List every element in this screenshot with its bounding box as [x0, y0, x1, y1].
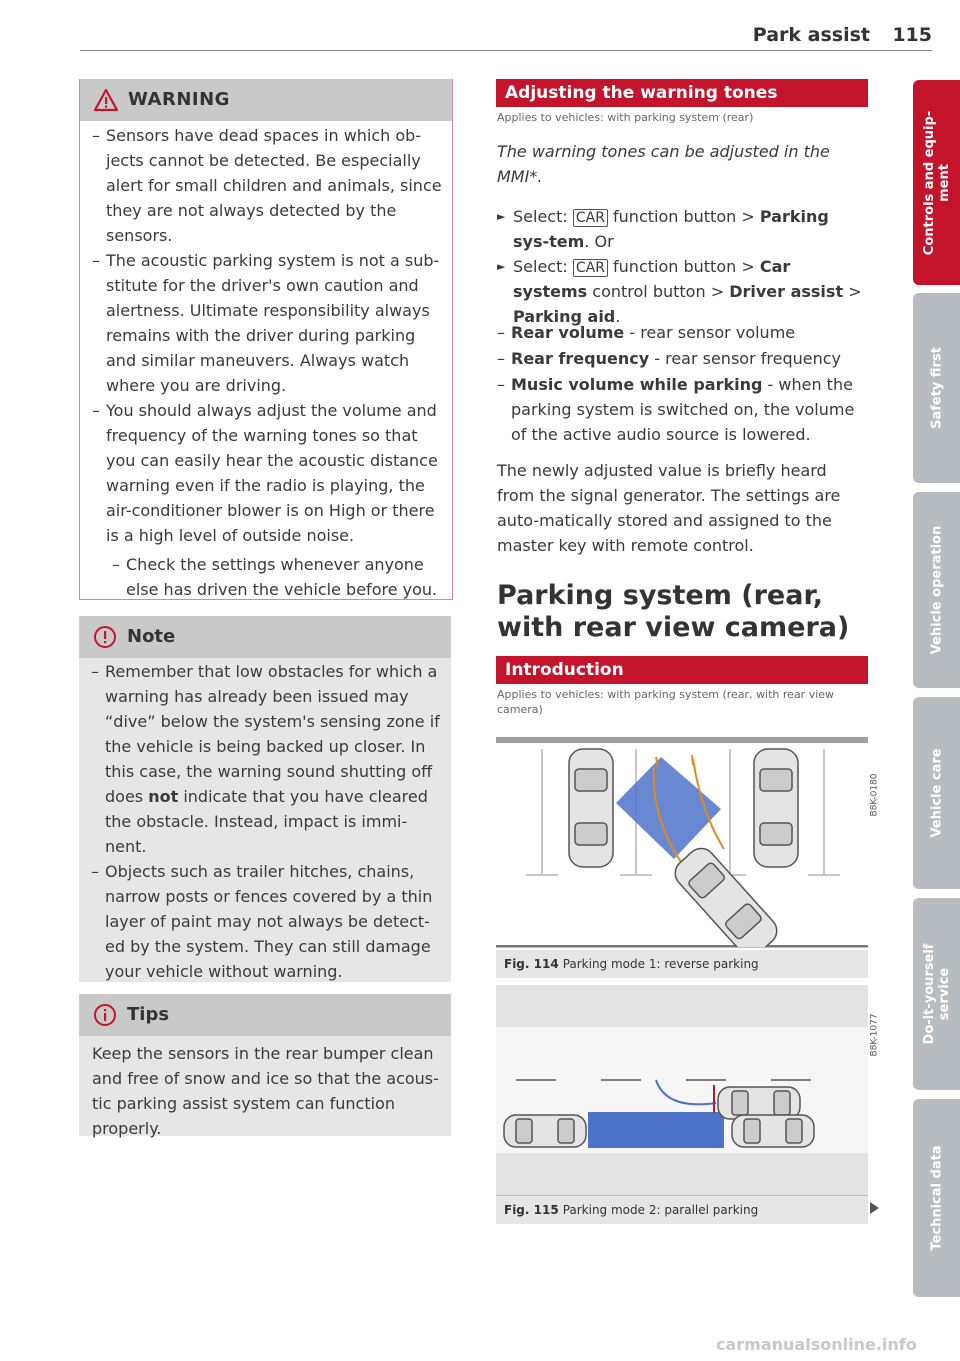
- tone-option: – Rear frequency - rear sensor frequency: [497, 349, 841, 368]
- tone-option: – Music volume while parking - when the parking system is switched on, the volume of the active audio source is lowered.: [497, 375, 855, 444]
- car-front: [718, 1087, 800, 1119]
- car-key-label: CAR: [573, 209, 608, 227]
- step-arrow-icon: ►: [497, 210, 506, 223]
- tone-option: – Rear volume - rear sensor volume: [497, 323, 796, 342]
- parking-slot-zone: [588, 1112, 724, 1148]
- car-right-parked: [732, 1115, 814, 1147]
- figure-115-caption: Fig. 115 Parking mode 2: parallel parking: [496, 1196, 868, 1224]
- section-title-camera: Parking system (rear, with rear view camera): [497, 580, 850, 643]
- warning-item: – You should always adjust the volume and frequency of the warning tones so that you can easily hear the acoustic distance warning even if the radio is playing, the air-conditioner blower is on High or there is a high level of outside noise.: [92, 401, 438, 545]
- figure-114-image: [496, 737, 868, 948]
- tab-controls-label: Controls and equip- ment: [921, 110, 952, 255]
- tones-intro: The warning tones can be adjusted in the MMI*.: [497, 142, 830, 186]
- exclamation-circle-icon: [93, 625, 117, 649]
- parked-car-right: [754, 749, 798, 867]
- note-title: Note: [127, 626, 176, 647]
- warning-header: [80, 79, 452, 121]
- figure-115-code: B8K-1077: [869, 1013, 880, 1057]
- figure-114-code: B8K-0180: [869, 773, 880, 817]
- tab-technical-data-label: Technical data: [929, 1145, 944, 1251]
- car-rear-left: [504, 1115, 586, 1147]
- figure-114-caption: Fig. 114 Parking mode 1: reverse parking: [496, 950, 868, 978]
- tips-title: Tips: [127, 1004, 170, 1025]
- tab-vehicle-care-label: Vehicle care: [929, 748, 944, 838]
- tone-options-list: [497, 320, 869, 447]
- note-header: [79, 616, 451, 658]
- tab-controls[interactable]: [913, 80, 960, 285]
- tips-header: [79, 994, 451, 1036]
- note-item: – Remember that low obstacles for which a warning has already been issued may “dive” below the system's sensing zone if the vehicle is being backed up closer. In this case, the warning sound shutting off does not indicate that you have cleared the obstacle. Instead, impact is immi-nent.: [91, 662, 440, 856]
- section-heading-introduction: Introduction: [496, 656, 868, 684]
- page-number: 115: [892, 24, 932, 46]
- tab-safety-label: Safety first: [929, 347, 944, 429]
- warning-list: [80, 123, 452, 602]
- tab-vehicle-care[interactable]: [913, 697, 960, 889]
- running-header-title: Park assist: [752, 24, 870, 46]
- tab-vehicle-operation[interactable]: [913, 492, 960, 688]
- header-rule: [80, 50, 932, 51]
- tips-box: [79, 994, 451, 1136]
- instruction-step-1: ► Select: CAR function button > Parking sys-tem. Or: [497, 204, 869, 254]
- applies-to-camera: Applies to vehicles: with parking system (rear, with rear view camera): [497, 688, 835, 716]
- warning-box: [79, 79, 453, 600]
- warning-item: – The acoustic parking system is not a sub-stitute for the driver's own caution and alertness. Ultimate responsibility always remains with the driver during parking and similar maneuvers. Always watch where you are driving.: [92, 251, 440, 395]
- watermark: carmanualsonline.info: [716, 1335, 917, 1354]
- info-circle-icon: [93, 1003, 117, 1027]
- tones-closing: The newly adjusted value is briefly heard from the signal generator. The settings are auto-matically stored and assigned to the master key with remote control.: [497, 461, 841, 555]
- parked-car-left: [569, 749, 613, 867]
- car-key-label: CAR: [573, 259, 608, 277]
- parallel-parking-illustration: [496, 985, 868, 1195]
- figure-115-image: [496, 985, 868, 1196]
- tab-vehicle-operation-label: Vehicle operation: [929, 525, 944, 655]
- warning-item: – Sensors have dead spaces in which ob-jects cannot be detected. Be especially alert for small children and animals, since they are not always detected by the sensors.: [92, 126, 442, 245]
- reverse-parking-illustration: [496, 737, 868, 947]
- tab-technical-data[interactable]: [913, 1099, 960, 1297]
- continue-arrow-icon: [870, 1202, 879, 1214]
- applies-to-tones: Applies to vehicles: with parking system (rear): [497, 111, 754, 124]
- instruction-step-2: ► Select: CAR function button > Car systems control button > Driver assist > Parking aid.: [497, 254, 869, 329]
- note-item: – Objects such as trailer hitches, chains, narrow posts or fences covered by a thin layer of paint may not always be detect-ed by the system. They can still damage your vehicle without warning.: [91, 862, 433, 981]
- warning-sub-item: – Check the settings whenever anyone else has driven the vehicle before you.: [112, 555, 438, 599]
- tab-diy-service-label: Do-it-yourself service: [921, 943, 952, 1045]
- warning-triangle-icon: [94, 88, 118, 112]
- warning-title: WARNING: [128, 89, 230, 110]
- section-heading-warning-tones: Adjusting the warning tones: [496, 79, 868, 107]
- tips-text: Keep the sensors in the rear bumper clean and free of snow and ice so that the acous-tic parking assist system can function properly.: [92, 1044, 439, 1138]
- step-arrow-icon: ►: [497, 260, 506, 273]
- note-list: [79, 658, 451, 984]
- tab-diy-service[interactable]: [913, 898, 960, 1090]
- note-box: [79, 616, 451, 982]
- tab-safety[interactable]: [913, 293, 960, 483]
